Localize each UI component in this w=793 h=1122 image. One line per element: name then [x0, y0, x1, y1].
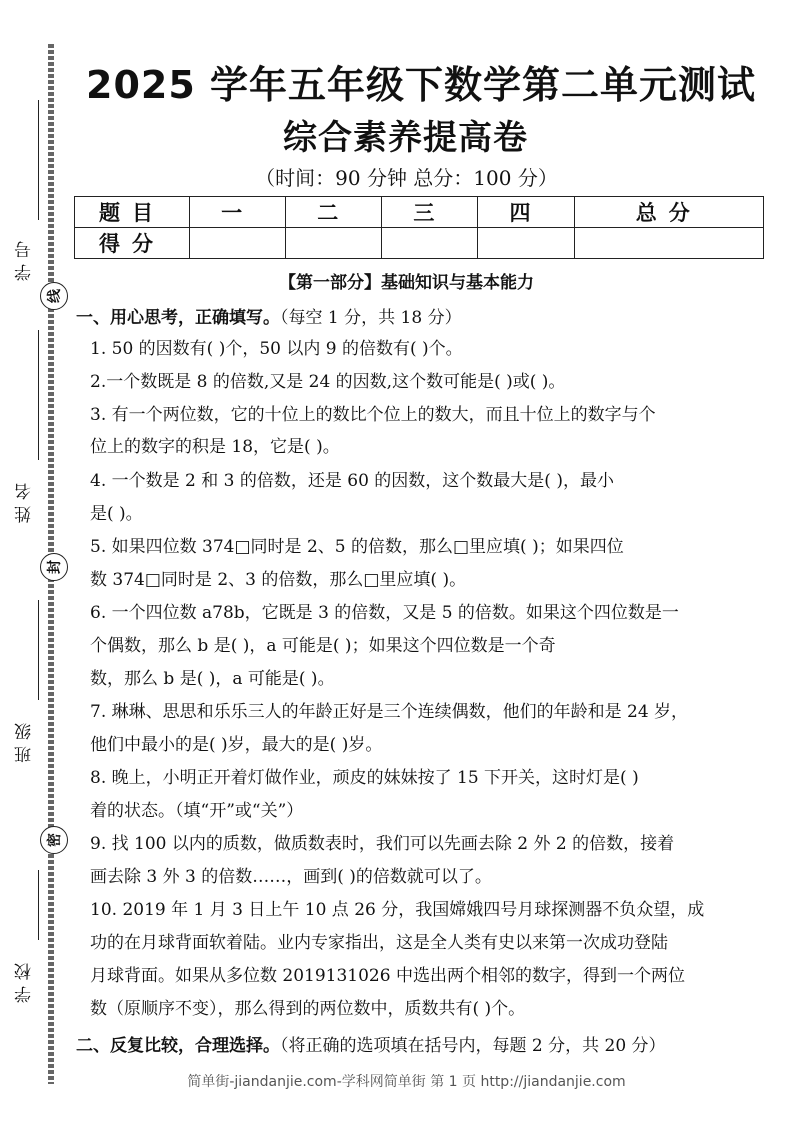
score-input-cell[interactable]	[478, 228, 574, 259]
score-table-cell: 二	[286, 197, 382, 228]
question-line: 着的状态。（填“开”或“关”）	[90, 801, 304, 821]
name-rule	[38, 330, 39, 460]
section-two-title: 二、反复比较，合理选择。	[76, 1036, 280, 1056]
question-line: 个偶数，那么 b 是( )，a 可能是( )；如果这个四位数是一个奇	[90, 636, 556, 656]
score-table-cell: 题目	[75, 197, 190, 228]
class-rule	[38, 600, 39, 700]
name-label: 姓名	[15, 477, 35, 523]
question-line: 9. 找 100 以内的质数，做质数表时，我们可以先画去除 2 外 2 的倍数，接着	[90, 834, 675, 854]
page-title-line1: 2025 学年五年级下数学第二单元测试	[86, 63, 756, 107]
score-table-cell: 一	[190, 197, 286, 228]
question-line: 7. 琳琳、思思和乐乐三人的年龄正好是三个连续偶数，他们的年龄和是 24 岁，	[90, 702, 689, 722]
score-table-score-row	[75, 228, 764, 259]
question-line: 3. 有一个两位数，它的十位上的数比个位上的数大，而且十位上的数字与个	[90, 405, 656, 425]
question-line: 2.一个数既是 8 的倍数,又是 24 的因数,这个数可能是( )或( )。	[90, 372, 566, 392]
seal-secret-mark: 密	[40, 826, 68, 854]
score-table-cell: 三	[382, 197, 478, 228]
section-two-note: （将正确的选项填在括号内，每题 2 分，共 20 分）	[280, 1036, 666, 1056]
question-line: 是( )。	[90, 504, 143, 524]
score-input-cell[interactable]	[190, 228, 286, 259]
school-label: 学校	[15, 957, 35, 1003]
question-line: 4. 一个数是 2 和 3 的倍数，还是 60 的因数，这个数最大是( )，最小	[90, 471, 614, 491]
page-title-line2: 综合素养提高卷	[283, 118, 528, 158]
score-table-cell: 四	[478, 197, 574, 228]
exam-time-and-score: （时间：90 分钟 总分：100 分）	[255, 166, 558, 190]
question-line: 画去除 3 外 3 的倍数……，画到( )的倍数就可以了。	[90, 867, 492, 887]
seal-line-mark: 线	[40, 282, 68, 310]
question-line: 10. 2019 年 1 月 3 日上午 10 点 26 分，我国嫦娥四号月球探测器不负众望，成	[90, 900, 705, 920]
section-one-heading	[76, 303, 462, 328]
school-rule	[38, 870, 39, 940]
page-footer: 简单街-jiandanjie.com-学科网简单街 第 1 页 http://jiandanjie.com	[187, 1074, 626, 1090]
score-table	[74, 196, 764, 259]
part-one-heading: 【第一部分】基础知识与基本能力	[279, 273, 534, 293]
class-label: 班级	[15, 717, 35, 763]
score-table-cell: 总分	[574, 197, 764, 228]
section-one-title: 一、用心思考，正确填写。	[76, 308, 280, 328]
score-table-header-row	[75, 197, 764, 228]
question-line: 位上的数字的积是 18，它是( )。	[90, 437, 340, 457]
section-two-heading	[76, 1031, 666, 1056]
question-line: 5. 如果四位数 374□同时是 2、5 的倍数，那么□里应填( )；如果四位	[90, 537, 624, 557]
question-line: 功的在月球背面软着陆。业内专家指出，这是全人类有史以来第一次成功登陆	[90, 933, 668, 953]
score-input-cell[interactable]	[574, 228, 764, 259]
question-line: 6. 一个四位数 a78b，它既是 3 的倍数，又是 5 的倍数。如果这个四位数是一	[90, 603, 679, 623]
question-line: 数 374□同时是 2、3 的倍数，那么□里应填( )。	[90, 570, 467, 590]
question-line: 8. 晚上，小明正开着灯做作业，顽皮的妹妹按了 15 下开关，这时灯是( )	[90, 768, 639, 788]
section-one-note: （每空 1 分，共 18 分）	[280, 308, 462, 328]
score-input-cell[interactable]	[286, 228, 382, 259]
question-line: 月球背面。如果从多位数 2019131026 中选出两个相邻的数字，得到一个两位	[90, 966, 685, 986]
student-id-label: 学号	[15, 235, 35, 281]
question-line: 他们中最小的是( )岁，最大的是( )岁。	[90, 735, 383, 755]
question-line: 数（原顺序不变），那么得到的两位数中，质数共有( )个。	[90, 999, 526, 1019]
score-table-cell: 得分	[75, 228, 190, 259]
score-input-cell[interactable]	[382, 228, 478, 259]
seal-seal-mark: 封	[40, 553, 68, 581]
question-line: 1. 50 的因数有( )个，50 以内 9 的倍数有( )个。	[90, 339, 463, 359]
question-line: 数，那么 b 是( )，a 可能是( )。	[90, 669, 335, 689]
